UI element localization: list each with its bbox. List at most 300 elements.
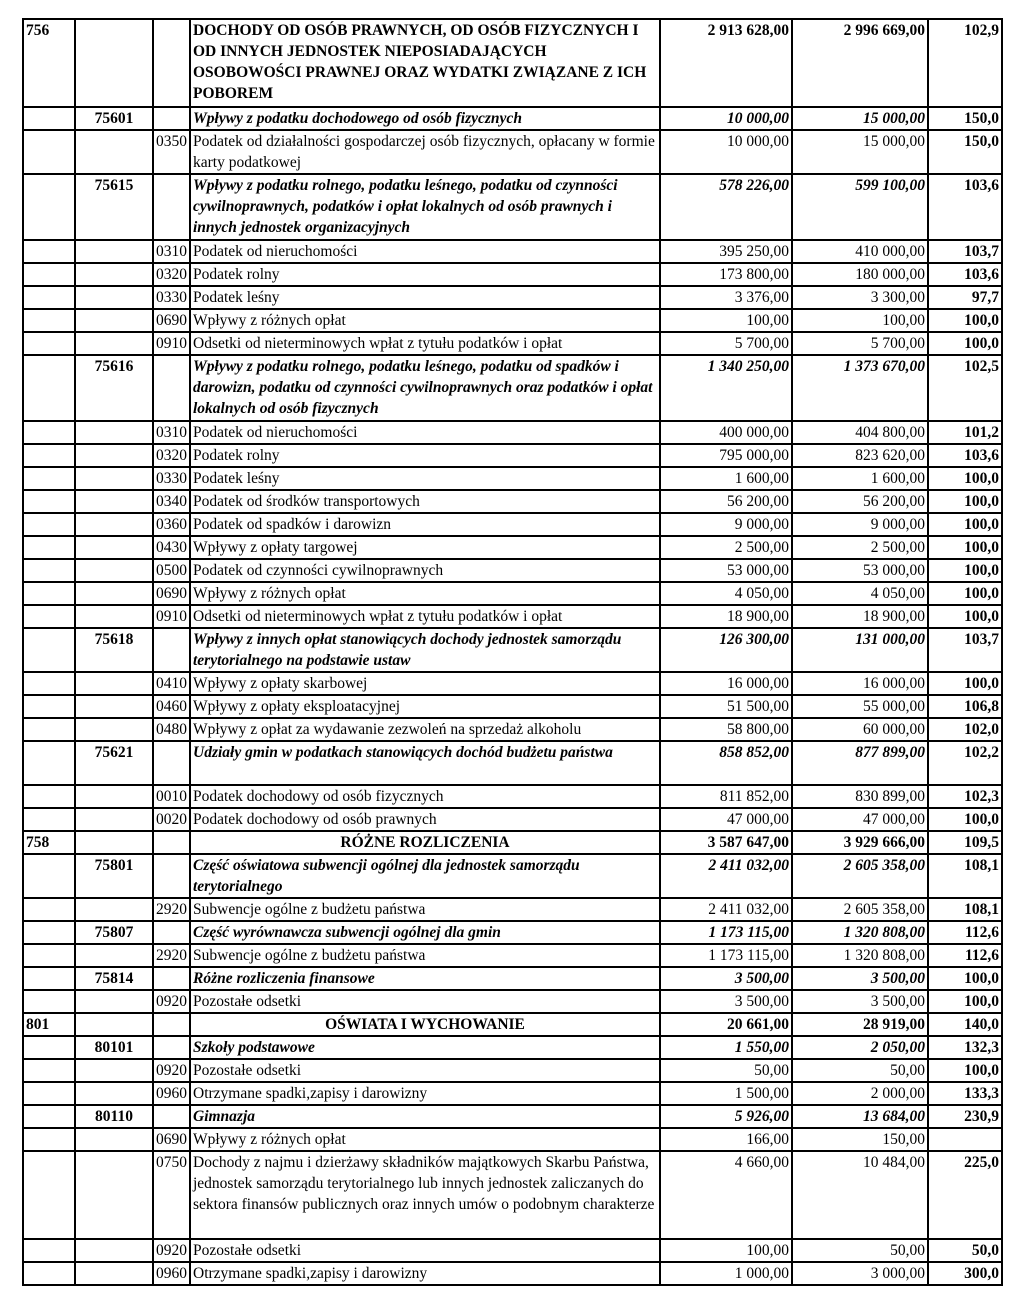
executed-amount: 2 605 358,00 — [792, 854, 928, 898]
chapter-code — [75, 898, 153, 921]
section-code — [23, 582, 75, 605]
section-code — [23, 467, 75, 490]
item-name: Dochody z najmu i dzierżawy składników majątkowych Skarbu Państwa, jednostek samorządu terytorialnego lub innych jednostek zaliczanych do sektora finansów publicznych oraz innych umów o podobnym charakterze — [190, 1151, 660, 1239]
execution-percent: 100,0 — [928, 559, 1002, 582]
execution-percent: 225,0 — [928, 1151, 1002, 1239]
execution-percent: 140,0 — [928, 1013, 1002, 1036]
paragraph-code: 0020 — [153, 808, 190, 831]
chapter-code — [75, 672, 153, 695]
plan-amount: 4 660,00 — [660, 1151, 792, 1239]
chapter-code: 75615 — [75, 174, 153, 240]
item-name: OŚWIATA I WYCHOWANIE — [190, 1013, 660, 1036]
item-name: Podatek leśny — [190, 467, 660, 490]
plan-amount: 400 000,00 — [660, 421, 792, 444]
paragraph-code: 0920 — [153, 1239, 190, 1262]
section-code — [23, 444, 75, 467]
paragraph-code: 2920 — [153, 898, 190, 921]
execution-percent: 108,1 — [928, 854, 1002, 898]
paragraph-row — [23, 605, 1002, 628]
executed-amount: 2 000,00 — [792, 1082, 928, 1105]
paragraph-row — [23, 559, 1002, 582]
item-name: Wpływy z opłaty eksploatacyjnej — [190, 695, 660, 718]
section-code — [23, 1082, 75, 1105]
executed-amount: 100,00 — [792, 309, 928, 332]
execution-percent: 100,0 — [928, 808, 1002, 831]
chapter-code — [75, 1082, 153, 1105]
plan-amount: 3 500,00 — [660, 990, 792, 1013]
item-name: Różne rozliczenia finansowe — [190, 967, 660, 990]
chapter-code — [75, 582, 153, 605]
execution-percent: 230,9 — [928, 1105, 1002, 1128]
chapter-code — [75, 831, 153, 854]
item-name: Podatek dochodowy od osób prawnych — [190, 808, 660, 831]
chapter-code — [75, 1239, 153, 1262]
chapter-code — [75, 1151, 153, 1239]
plan-amount: 58 800,00 — [660, 718, 792, 741]
executed-amount: 3 929 666,00 — [792, 831, 928, 854]
execution-percent: 150,0 — [928, 107, 1002, 130]
executed-amount: 3 500,00 — [792, 990, 928, 1013]
executed-amount: 60 000,00 — [792, 718, 928, 741]
paragraph-row — [23, 944, 1002, 967]
chapter-row — [23, 741, 1002, 785]
section-code — [23, 174, 75, 240]
executed-amount: 2 050,00 — [792, 1036, 928, 1059]
chapter-code — [75, 695, 153, 718]
execution-percent: 103,7 — [928, 628, 1002, 672]
execution-percent: 100,0 — [928, 467, 1002, 490]
executed-amount: 50,00 — [792, 1059, 928, 1082]
plan-amount: 1 173 115,00 — [660, 944, 792, 967]
section-row — [23, 831, 1002, 854]
item-name: Wpływy z opłaty targowej — [190, 536, 660, 559]
section-code — [23, 1239, 75, 1262]
chapter-code — [75, 1262, 153, 1285]
executed-amount: 3 500,00 — [792, 967, 928, 990]
execution-percent: 132,3 — [928, 1036, 1002, 1059]
chapter-code — [75, 490, 153, 513]
item-name: Podatek dochodowy od osób fizycznych — [190, 785, 660, 808]
executed-amount: 404 800,00 — [792, 421, 928, 444]
executed-amount: 53 000,00 — [792, 559, 928, 582]
executed-amount: 10 484,00 — [792, 1151, 928, 1239]
paragraph-row — [23, 1239, 1002, 1262]
execution-percent: 103,6 — [928, 263, 1002, 286]
executed-amount: 28 919,00 — [792, 1013, 928, 1036]
chapter-code — [75, 19, 153, 107]
item-name: DOCHODY OD OSÓB PRAWNYCH, OD OSÓB FIZYCZNYCH I OD INNYCH JEDNOSTEK NIEPOSIADAJĄCYCH OSOBOWOŚCI PRAWNEJ ORAZ WYDATKI ZWIĄZANE Z ICH POBOREM — [190, 19, 660, 107]
plan-amount: 3 500,00 — [660, 967, 792, 990]
executed-amount: 2 500,00 — [792, 536, 928, 559]
plan-amount: 1 000,00 — [660, 1262, 792, 1285]
chapter-code: 75621 — [75, 741, 153, 785]
paragraph-code: 0010 — [153, 785, 190, 808]
execution-percent: 100,0 — [928, 605, 1002, 628]
plan-amount: 56 200,00 — [660, 490, 792, 513]
paragraph-row — [23, 1151, 1002, 1239]
execution-percent: 102,2 — [928, 741, 1002, 785]
chapter-code — [75, 444, 153, 467]
executed-amount: 4 050,00 — [792, 582, 928, 605]
paragraph-code: 0320 — [153, 263, 190, 286]
execution-percent: 133,3 — [928, 1082, 1002, 1105]
paragraph-code: 0460 — [153, 695, 190, 718]
execution-percent: 112,6 — [928, 921, 1002, 944]
paragraph-row — [23, 695, 1002, 718]
table-body — [23, 19, 1002, 1285]
executed-amount: 18 900,00 — [792, 605, 928, 628]
chapter-code — [75, 718, 153, 741]
item-name: Podatek rolny — [190, 444, 660, 467]
chapter-code — [75, 1013, 153, 1036]
paragraph-code — [153, 1013, 190, 1036]
execution-percent: 103,6 — [928, 444, 1002, 467]
chapter-row — [23, 921, 1002, 944]
section-code — [23, 672, 75, 695]
paragraph-code — [153, 967, 190, 990]
chapter-row — [23, 174, 1002, 240]
chapter-row — [23, 107, 1002, 130]
executed-amount: 823 620,00 — [792, 444, 928, 467]
execution-percent: 103,7 — [928, 240, 1002, 263]
item-name: Odsetki od nieterminowych wpłat z tytułu podatków i opłat — [190, 605, 660, 628]
plan-amount: 2 500,00 — [660, 536, 792, 559]
execution-percent: 106,8 — [928, 695, 1002, 718]
paragraph-row — [23, 990, 1002, 1013]
paragraph-row — [23, 421, 1002, 444]
paragraph-code: 0480 — [153, 718, 190, 741]
chapter-code: 75814 — [75, 967, 153, 990]
paragraph-row — [23, 898, 1002, 921]
item-name: Podatek od spadków i darowizn — [190, 513, 660, 536]
executed-amount: 16 000,00 — [792, 672, 928, 695]
execution-percent: 102,3 — [928, 785, 1002, 808]
executed-amount: 2 996 669,00 — [792, 19, 928, 107]
executed-amount: 150,00 — [792, 1128, 928, 1151]
plan-amount: 126 300,00 — [660, 628, 792, 672]
chapter-code: 75807 — [75, 921, 153, 944]
paragraph-code: 0910 — [153, 605, 190, 628]
execution-percent: 100,0 — [928, 672, 1002, 695]
paragraph-code — [153, 1036, 190, 1059]
executed-amount: 47 000,00 — [792, 808, 928, 831]
paragraph-code — [153, 921, 190, 944]
item-name: Odsetki od nieterminowych wpłat z tytułu podatków i opłat — [190, 332, 660, 355]
item-name: Gimnazja — [190, 1105, 660, 1128]
executed-amount: 1 320 808,00 — [792, 944, 928, 967]
item-name: Podatek od nieruchomości — [190, 240, 660, 263]
section-code — [23, 421, 75, 444]
plan-amount: 10 000,00 — [660, 107, 792, 130]
execution-percent: 100,0 — [928, 536, 1002, 559]
chapter-code — [75, 309, 153, 332]
section-code — [23, 967, 75, 990]
item-name: Wpływy z innych opłat stanowiących dochody jednostek samorządu terytorialnego na podstawie ustaw — [190, 628, 660, 672]
chapter-code — [75, 130, 153, 174]
paragraph-code — [153, 355, 190, 421]
plan-amount: 858 852,00 — [660, 741, 792, 785]
execution-percent: 100,0 — [928, 582, 1002, 605]
section-code — [23, 785, 75, 808]
paragraph-row — [23, 309, 1002, 332]
chapter-code — [75, 944, 153, 967]
execution-percent: 101,2 — [928, 421, 1002, 444]
section-code — [23, 605, 75, 628]
chapter-code: 75801 — [75, 854, 153, 898]
paragraph-code: 0360 — [153, 513, 190, 536]
item-name: Wpływy z podatku rolnego, podatku leśnego, podatku od czynności cywilnoprawnych, podatków i opłat lokalnych od osób prawnych i innych jednostek organizacyjnych — [190, 174, 660, 240]
executed-amount: 877 899,00 — [792, 741, 928, 785]
executed-amount: 3 000,00 — [792, 1262, 928, 1285]
executed-amount: 5 700,00 — [792, 332, 928, 355]
execution-percent: 100,0 — [928, 332, 1002, 355]
section-code: 801 — [23, 1013, 75, 1036]
section-code — [23, 808, 75, 831]
item-name: Udziały gmin w podatkach stanowiących dochód budżetu państwa — [190, 741, 660, 785]
chapter-row — [23, 628, 1002, 672]
item-name: Subwencje ogólne z budżetu państwa — [190, 898, 660, 921]
paragraph-code: 0330 — [153, 286, 190, 309]
plan-amount: 5 700,00 — [660, 332, 792, 355]
section-code — [23, 990, 75, 1013]
executed-amount: 2 605 358,00 — [792, 898, 928, 921]
section-code — [23, 944, 75, 967]
section-code — [23, 1151, 75, 1239]
section-code — [23, 536, 75, 559]
section-code — [23, 263, 75, 286]
chapter-code: 80101 — [75, 1036, 153, 1059]
paragraph-code: 0960 — [153, 1262, 190, 1285]
execution-percent: 100,0 — [928, 967, 1002, 990]
section-code — [23, 718, 75, 741]
chapter-code: 75601 — [75, 107, 153, 130]
chapter-code — [75, 467, 153, 490]
item-name: RÓŻNE ROZLICZENIA — [190, 831, 660, 854]
chapter-code: 75618 — [75, 628, 153, 672]
execution-percent: 50,0 — [928, 1239, 1002, 1262]
paragraph-code: 0690 — [153, 582, 190, 605]
item-name: Wpływy z różnych opłat — [190, 582, 660, 605]
paragraph-code — [153, 174, 190, 240]
plan-amount: 1 600,00 — [660, 467, 792, 490]
execution-percent: 150,0 — [928, 130, 1002, 174]
item-name: Wpływy z podatku rolnego, podatku leśnego, podatku od spadków i darowizn, podatku od czynności cywilnoprawnych oraz podatków i opłat lokalnych od osób fizycznych — [190, 355, 660, 421]
section-code — [23, 130, 75, 174]
chapter-code — [75, 263, 153, 286]
item-name: Podatek od środków transportowych — [190, 490, 660, 513]
section-code — [23, 921, 75, 944]
chapter-code — [75, 421, 153, 444]
item-name: Wpływy z podatku dochodowego od osób fizycznych — [190, 107, 660, 130]
paragraph-row — [23, 1059, 1002, 1082]
section-code — [23, 309, 75, 332]
paragraph-code — [153, 1105, 190, 1128]
chapter-code: 80110 — [75, 1105, 153, 1128]
section-row — [23, 19, 1002, 107]
plan-amount: 173 800,00 — [660, 263, 792, 286]
item-name: Część oświatowa subwencji ogólnej dla jednostek samorządu terytorialnego — [190, 854, 660, 898]
section-code — [23, 559, 75, 582]
plan-amount: 47 000,00 — [660, 808, 792, 831]
chapter-code — [75, 1059, 153, 1082]
plan-amount: 50,00 — [660, 1059, 792, 1082]
item-name: Pozostałe odsetki — [190, 1059, 660, 1082]
section-code — [23, 332, 75, 355]
executed-amount: 410 000,00 — [792, 240, 928, 263]
chapter-code — [75, 240, 153, 263]
chapter-code — [75, 785, 153, 808]
plan-amount: 51 500,00 — [660, 695, 792, 718]
executed-amount: 15 000,00 — [792, 130, 928, 174]
section-code: 756 — [23, 19, 75, 107]
budget-revenue-table — [22, 18, 1003, 1286]
paragraph-code: 0310 — [153, 240, 190, 263]
chapter-code — [75, 990, 153, 1013]
execution-percent — [928, 1128, 1002, 1151]
chapter-code — [75, 605, 153, 628]
executed-amount: 599 100,00 — [792, 174, 928, 240]
paragraph-code: 0310 — [153, 421, 190, 444]
section-code — [23, 240, 75, 263]
executed-amount: 9 000,00 — [792, 513, 928, 536]
paragraph-row — [23, 536, 1002, 559]
plan-amount: 1 340 250,00 — [660, 355, 792, 421]
section-code — [23, 1262, 75, 1285]
section-code — [23, 898, 75, 921]
chapter-code — [75, 332, 153, 355]
paragraph-code: 0910 — [153, 332, 190, 355]
paragraph-code: 0960 — [153, 1082, 190, 1105]
item-name: Subwencje ogólne z budżetu państwa — [190, 944, 660, 967]
chapter-row — [23, 355, 1002, 421]
paragraph-code: 0690 — [153, 309, 190, 332]
execution-percent: 100,0 — [928, 513, 1002, 536]
item-name: Podatek od nieruchomości — [190, 421, 660, 444]
item-name: Wpływy z opłaty skarbowej — [190, 672, 660, 695]
execution-percent: 109,5 — [928, 831, 1002, 854]
plan-amount: 4 050,00 — [660, 582, 792, 605]
section-code — [23, 286, 75, 309]
execution-percent: 112,6 — [928, 944, 1002, 967]
plan-amount: 100,00 — [660, 309, 792, 332]
chapter-code — [75, 559, 153, 582]
item-name: Pozostałe odsetki — [190, 1239, 660, 1262]
paragraph-row — [23, 513, 1002, 536]
paragraph-row — [23, 467, 1002, 490]
plan-amount: 2 411 032,00 — [660, 854, 792, 898]
paragraph-row — [23, 130, 1002, 174]
chapter-row — [23, 1105, 1002, 1128]
section-code — [23, 741, 75, 785]
item-name: Podatek od działalności gospodarczej osób fizycznych, opłacany w formie karty podatkowej — [190, 130, 660, 174]
section-code — [23, 1128, 75, 1151]
execution-percent: 100,0 — [928, 990, 1002, 1013]
section-code: 758 — [23, 831, 75, 854]
section-code — [23, 1036, 75, 1059]
plan-amount: 1 500,00 — [660, 1082, 792, 1105]
paragraph-code: 0430 — [153, 536, 190, 559]
paragraph-row — [23, 1082, 1002, 1105]
chapter-row — [23, 1036, 1002, 1059]
paragraph-row — [23, 582, 1002, 605]
section-code — [23, 490, 75, 513]
paragraph-row — [23, 332, 1002, 355]
executed-amount: 180 000,00 — [792, 263, 928, 286]
item-name: Podatek rolny — [190, 263, 660, 286]
section-code — [23, 1059, 75, 1082]
execution-percent: 108,1 — [928, 898, 1002, 921]
paragraph-row — [23, 263, 1002, 286]
section-code — [23, 513, 75, 536]
paragraph-row — [23, 490, 1002, 513]
plan-amount: 2 913 628,00 — [660, 19, 792, 107]
plan-amount: 16 000,00 — [660, 672, 792, 695]
chapter-code — [75, 808, 153, 831]
paragraph-code: 0340 — [153, 490, 190, 513]
section-row — [23, 1013, 1002, 1036]
section-code — [23, 1105, 75, 1128]
chapter-code — [75, 286, 153, 309]
paragraph-row — [23, 785, 1002, 808]
item-name: Część wyrównawcza subwencji ogólnej dla gmin — [190, 921, 660, 944]
chapter-row — [23, 967, 1002, 990]
plan-amount: 18 900,00 — [660, 605, 792, 628]
section-code — [23, 854, 75, 898]
plan-amount: 2 411 032,00 — [660, 898, 792, 921]
paragraph-code: 0410 — [153, 672, 190, 695]
executed-amount: 131 000,00 — [792, 628, 928, 672]
paragraph-code — [153, 628, 190, 672]
chapter-row — [23, 854, 1002, 898]
execution-percent: 100,0 — [928, 490, 1002, 513]
paragraph-code: 0750 — [153, 1151, 190, 1239]
execution-percent: 97,7 — [928, 286, 1002, 309]
paragraph-code: 0330 — [153, 467, 190, 490]
item-name: Otrzymane spadki,zapisy i darowizny — [190, 1082, 660, 1105]
section-code — [23, 355, 75, 421]
plan-amount: 20 661,00 — [660, 1013, 792, 1036]
section-code — [23, 628, 75, 672]
paragraph-row — [23, 718, 1002, 741]
executed-amount: 50,00 — [792, 1239, 928, 1262]
paragraph-row — [23, 1128, 1002, 1151]
execution-percent: 100,0 — [928, 1059, 1002, 1082]
plan-amount: 53 000,00 — [660, 559, 792, 582]
executed-amount: 1 373 670,00 — [792, 355, 928, 421]
item-name: Pozostałe odsetki — [190, 990, 660, 1013]
item-name: Podatek leśny — [190, 286, 660, 309]
plan-amount: 811 852,00 — [660, 785, 792, 808]
paragraph-code — [153, 831, 190, 854]
paragraph-row — [23, 240, 1002, 263]
execution-percent: 100,0 — [928, 309, 1002, 332]
executed-amount: 56 200,00 — [792, 490, 928, 513]
execution-percent: 102,9 — [928, 19, 1002, 107]
plan-amount: 5 926,00 — [660, 1105, 792, 1128]
chapter-code: 75616 — [75, 355, 153, 421]
execution-percent: 102,5 — [928, 355, 1002, 421]
execution-percent: 300,0 — [928, 1262, 1002, 1285]
executed-amount: 3 300,00 — [792, 286, 928, 309]
plan-amount: 395 250,00 — [660, 240, 792, 263]
paragraph-row — [23, 1262, 1002, 1285]
paragraph-code — [153, 107, 190, 130]
plan-amount: 795 000,00 — [660, 444, 792, 467]
plan-amount: 1 173 115,00 — [660, 921, 792, 944]
chapter-code — [75, 536, 153, 559]
paragraph-code — [153, 19, 190, 107]
paragraph-code: 0500 — [153, 559, 190, 582]
